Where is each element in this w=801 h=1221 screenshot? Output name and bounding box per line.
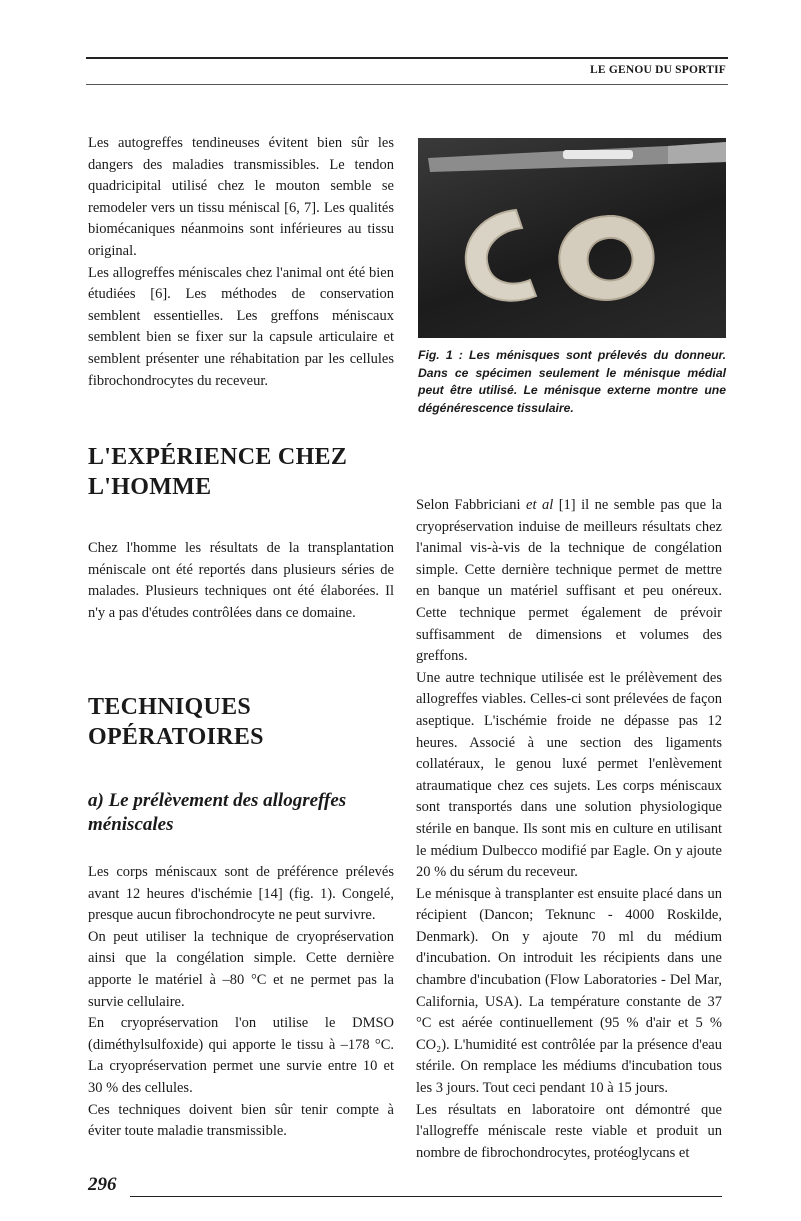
- running-title: LE GENOU DU SPORTIF: [590, 64, 726, 76]
- heading-prelevement-block: [88, 789, 394, 837]
- right-paragraph-4: Les résultats en laboratoire ont démontré que l'allogreffe méniscale reste viable et produit un nombre de fibrochondrocytes, protéoglycans et: [416, 1101, 722, 1161]
- page-number: 296: [88, 1174, 117, 1195]
- left-para-1-block: [88, 133, 394, 392]
- left-para-3-block: [88, 538, 394, 624]
- right-paragraph-1: [416, 495, 722, 668]
- right-paragraph-1-start: Selon Fabbriciani: [416, 497, 527, 513]
- header-rule-bottom: [86, 84, 728, 85]
- heading-techniques-block: [88, 692, 394, 752]
- left-paragraph-7: Ces techniques doivent bien sûr tenir compte à éviter toute maladie transmissible.: [88, 1101, 394, 1140]
- right-paragraph-2: Une autre technique utilisée est le prélèvement des allogreffes viables. Celles-ci sont prélevées de façon aseptique. L'ischémie froide ne dépasse pas 12 heures. Associé à une section des ligaments collatéraux, le genou luxé permet l'enlèvement atraumatique chez ces sujets. Les corps méniscaux sont transportés dans une solution physiologique stérile en banque. Ils sont mis en culture en utilisant le médium Dulbecco modifié par Eagle. On y ajoute 20 % du sérum du receveur.: [416, 669, 722, 881]
- figure-caption-label: Fig. 1 :: [418, 348, 463, 362]
- meniscus-photo-drawing: [418, 138, 726, 338]
- right-paragraph-3: Le ménisque à transplanter est ensuite placé dans un récipient (Dancon; Teknunc - 4000 Roskilde, Denmark). On y ajoute 70 ml du médium d'incubation. On introduit les récipients dans une chambre d'incubation (Flow Laboratories - Del Mar, California, USA). La température constante de 37 °C est aérée continuellement (95 % d'air et 5 % CO₂). L'humidité est contrôlée par la présence d'eau stérile. On remplace les médiums d'incubation tous les 3 jours. Tout ceci pendant 10 à 15 jours.: [416, 885, 722, 1097]
- left-paragraph-4: Les corps méniscaux sont de préférence prélevés avant 12 heures d'ischémie [14] (fig. 1). Congelé, presque aucun fibrochondrocyte ne peut survivre.: [88, 864, 394, 924]
- right-paragraph-1-etal: et al: [526, 497, 554, 513]
- scalpel-label: [563, 150, 633, 159]
- heading-techniques: TECHNIQUES OPÉRATOIRES: [88, 694, 264, 750]
- left-paragraph-1: Les autogreffes tendineuses évitent bien sûr les dangers des maladies transmissibles. Le tendon quadricipital utilisé chez le mouton semble se remodeler vers un tissu méniscal [6, 7]. Les qualités biomécaniques néanmoins sont inférieures au tissu original.: [88, 135, 394, 259]
- left-paragraph-5: On peut utiliser la technique de cryopréservation ainsi que la congélation simple. Cette dernière apporte le matériel à –80 °C et ne permet pas la survie cellulaire.: [88, 928, 394, 1010]
- left-paragraph-2: Les allogreffes méniscales chez l'animal ont été bien étudiées [6]. Les méthodes de conservation semblent essentielles. Les greffons méniscaux semblent bien se fixer sur la capsule articulaire et semblent présenter une réhabitation par les cellules fibrochondrocytes du receveur.: [88, 264, 394, 389]
- scalpel-blade: [668, 142, 726, 164]
- left-body-block: [88, 862, 394, 1143]
- right-paragraph-1-rest: [1] il ne semble pas que la cryopréservation induise de meilleurs résultats chez l'animal vis-à-vis de la technique de congélation simple. Cette dernière technique permet de mettre en banque un matériel suffisant et peu onéreux. Cette technique permet également de prévoir suffisamment de dimensions et volumes des greffons.: [416, 497, 722, 665]
- heading-experience: L'EXPÉRIENCE CHEZ L'HOMME: [88, 444, 348, 500]
- left-paragraph-6: En cryopréservation l'on utilise le DMSO (diméthylsulfoxide) qui apporte le tissu à –178 °C. La cryopréservation permet une survie entre 10 et 30 % des cellules.: [88, 1015, 394, 1096]
- meniscus-photo: [418, 138, 726, 338]
- header-rule-top: [86, 57, 728, 59]
- heading-experience-block: [88, 442, 394, 502]
- medial-meniscus: [466, 210, 536, 301]
- figure-caption: [418, 347, 726, 417]
- right-body-block: [416, 495, 722, 1164]
- left-paragraph-3: Chez l'homme les résultats de la transplantation méniscale ont été reportés dans plusieurs séries de malades. Plusieurs techniques ont été élaborées. Il n'y a pas d'études contrôlées dans ce domaine.: [88, 540, 394, 621]
- footer-rule: [130, 1196, 722, 1197]
- figure-caption-text: Les ménisques sont prélevés du donneur. Dans ce spécimen seulement le ménisque médial peut être utilisé. Le ménisque externe montre une dégénérescence tissulaire.: [418, 348, 727, 415]
- heading-prelevement: a) Le prélèvement des allogreffes méniscales: [88, 790, 347, 835]
- lateral-meniscus: [559, 216, 653, 300]
